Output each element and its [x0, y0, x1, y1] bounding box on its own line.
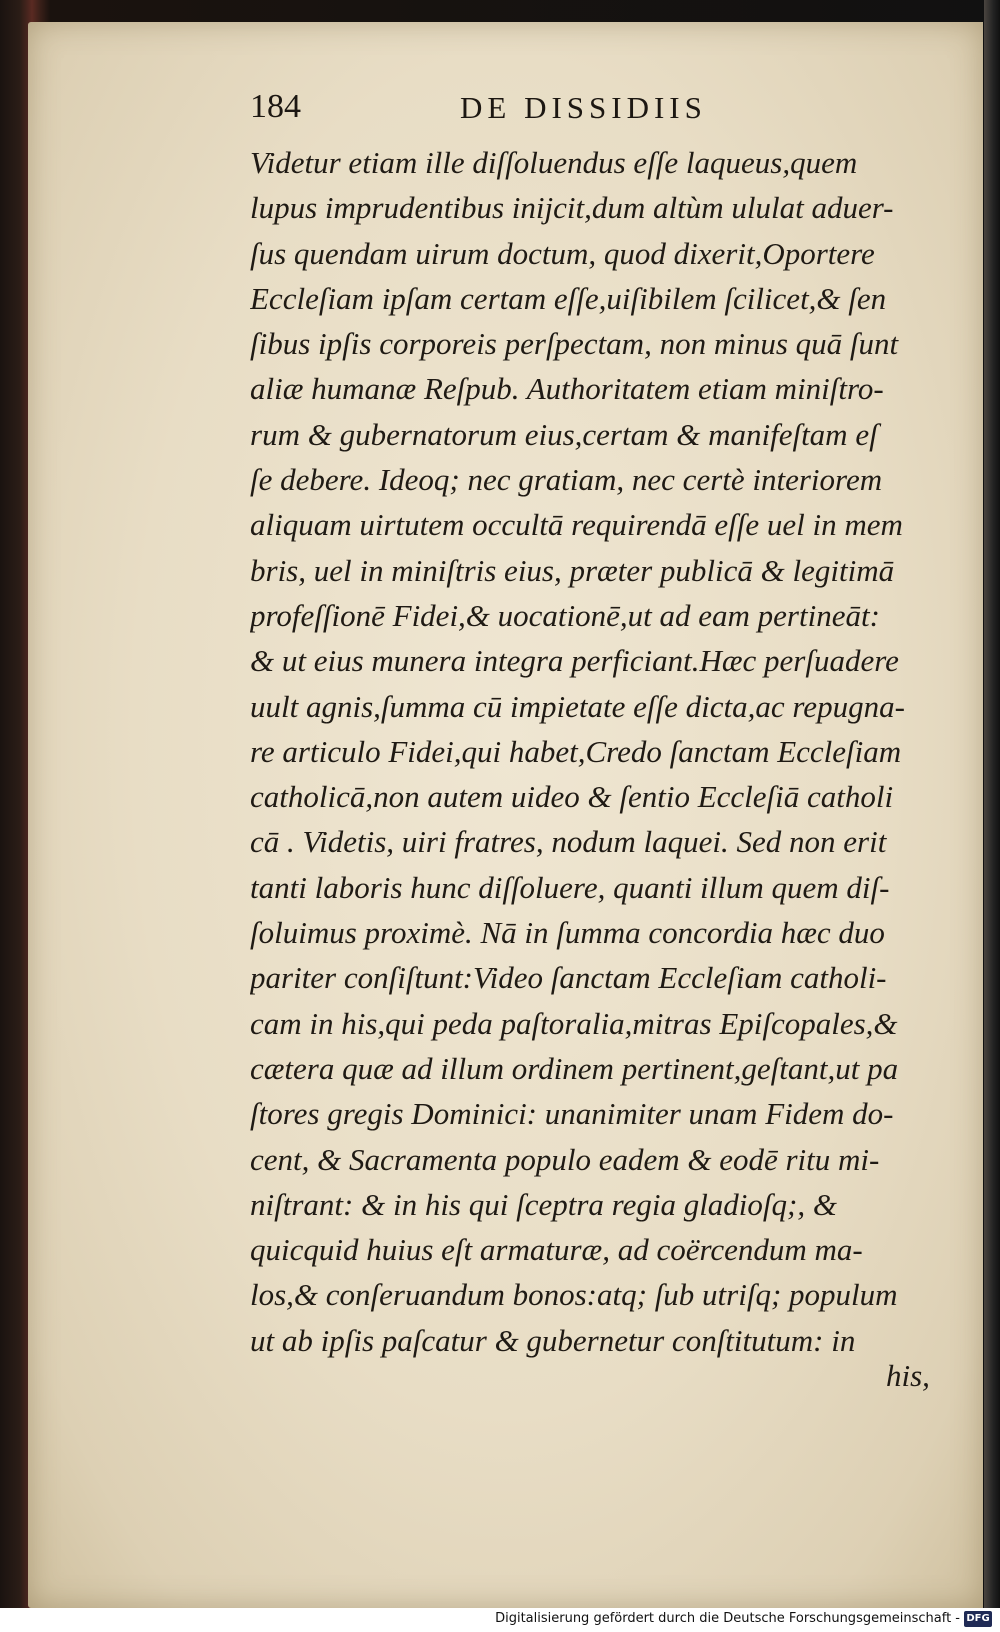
text-line: ſus quendam uirum doctum, quod dixerit,Oportere: [250, 235, 875, 271]
text-line: aliquam uirtutem occultā requirendā eſſe uel in mem: [250, 507, 903, 543]
text-line: Eccleſiam ipſam certam eſſe,uiſibilem ſcilicet,& ſen: [250, 280, 887, 316]
page-header: [250, 88, 870, 134]
text-line: cā . Videtis, uiri fratres, nodum laquei. Sed non erit: [250, 824, 887, 860]
text-line: niſtrant: & in his qui ſceptra regia gladioſq;, &: [250, 1186, 837, 1222]
text-line: cent, & Sacramenta populo eadem & eodē ritu mi-: [250, 1141, 880, 1177]
page-edge: [984, 0, 1000, 1608]
page-number: 184: [250, 88, 301, 125]
body-text: [250, 140, 940, 1363]
dfg-logo-icon: DFG: [964, 1611, 992, 1627]
text-line: ut ab ipſis paſcatur & gubernetur conſtitutum: in: [250, 1322, 856, 1358]
text-line: Videtur etiam ille diſſoluendus eſſe laqueus,quem: [250, 145, 858, 180]
text-line: ſe debere. Ideoq; nec gratiam, nec certè interiorem: [250, 462, 883, 498]
running-title: DE DISSIDIIS: [460, 90, 707, 125]
text-line: profeſſionē Fidei,& uocationē,ut ad eam pertineāt:: [250, 597, 880, 633]
text-line: & ut eius munera integra perficiant.Hæc perſuadere: [250, 643, 899, 679]
text-line: ſtores gregis Dominici: unanimiter unam Fidem do-: [250, 1096, 894, 1132]
text-line: catholicā,non autem uideo & ſentio Eccleſiā catholi: [250, 779, 894, 815]
text-line: los,& conſeruandum bonos:atq; ſub utriſq; populum: [250, 1277, 898, 1313]
text-line: aliæ humanæ Reſpub. Authoritatem etiam miniſtro-: [250, 371, 884, 407]
text-line: ſoluimus proximè. Nā in ſumma concordia hæc duo: [250, 915, 885, 951]
text-line: bris, uel in miniſtris eius, præter publicā & legitimā: [250, 552, 895, 588]
text-line: re articulo Fidei,qui habet,Credo ſanctam Eccleſiam: [250, 733, 902, 769]
text-line: cætera quæ ad illum ordinem pertinent,geſtant,ut pa: [250, 1050, 899, 1086]
text-line: lupus imprudentibus inijcit,dum altùm ululat aduer-: [250, 190, 894, 226]
text-line: pariter conſiſtunt:Video ſanctam Eccleſiam catholi-: [250, 960, 887, 996]
footer-credit: Digitalisierung gefördert durch die Deutsche Forschungsgemeinschaft -: [495, 1611, 960, 1626]
text-line: quicquid huius eſt armaturæ, ad coërcendum ma-: [250, 1232, 863, 1268]
text-line: tanti laboris hunc diſſoluere, quanti illum quem diſ-: [250, 869, 890, 905]
text-line: rum & gubernatorum eius,certam & manifeſtam eſ: [250, 416, 878, 452]
text-line: uult agnis,ſumma cū impietate eſſe dicta,ac repugna-: [250, 688, 905, 724]
digitization-footer: [0, 1608, 1000, 1632]
catchword: his,: [886, 1358, 930, 1393]
text-line: ſibus ipſis corporeis perſpectam, non minus quā ſunt: [250, 326, 899, 362]
text-line: cam in his,qui peda paſtoralia,mitras Epiſcopales,&: [250, 1005, 898, 1041]
